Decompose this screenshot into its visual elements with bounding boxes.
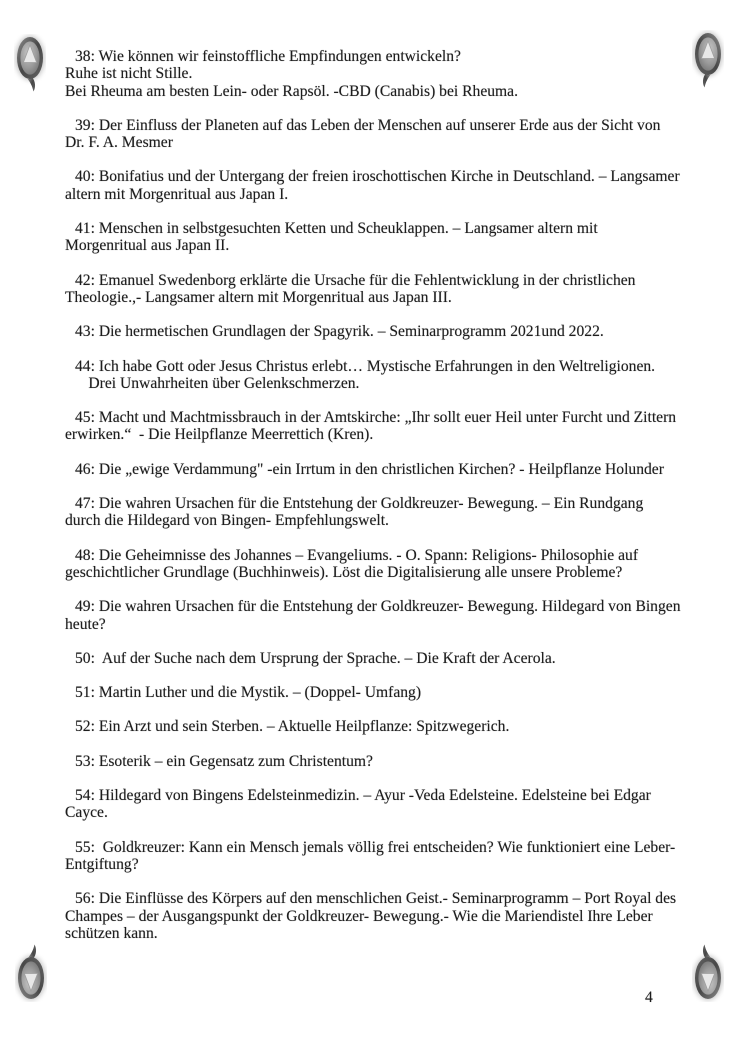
list-item	[65, 48, 725, 100]
text-line: Theologie.,- Langsamer altern mit Morgenritual aus Japan III.	[65, 288, 452, 306]
list-item	[65, 323, 725, 340]
list-item	[65, 547, 725, 582]
list-item	[65, 787, 725, 822]
text-line: Morgenritual aus Japan II.	[65, 237, 230, 255]
text-line: 50: Auf der Suche nach dem Ursprung der Sprache. – Die Kraft der Acerola.	[75, 649, 556, 667]
text-line: 49: Die wahren Ursachen für die Entstehung der Goldkreuzer- Bewegung. Hildegard von Bingen	[75, 598, 681, 616]
text-line: Drei Unwahrheiten über Gelenkschmerzen.	[65, 374, 360, 392]
text-line: erwirken.“ - Die Heilpflanze Meerrettich (Kren).	[65, 426, 374, 444]
list-item	[65, 598, 725, 633]
list-item	[65, 358, 725, 393]
list-item	[65, 168, 725, 203]
text-line: 52: Ein Arzt und sein Sterben. – Aktuelle Heilpflanze: Spitzwegerich.	[75, 718, 510, 736]
list-item	[65, 495, 725, 530]
shell-ornament-top-left-icon	[14, 34, 46, 92]
list-item	[65, 117, 725, 152]
shell-ornament-bottom-left-icon	[15, 944, 47, 1002]
text-line: geschichtlicher Grundlage (Buchhinweis). Löst die Digitalisierung alle unsere Probleme?	[65, 563, 623, 581]
text-line: 56: Die Einflüsse des Körpers auf den menschlichen Geist.- Seminarprogramm – Port Royal des	[75, 890, 677, 908]
list-item	[65, 220, 725, 255]
text-line: 42: Emanuel Swedenborg erklärte die Ursache für die Fehlentwicklung in der christlichen	[75, 271, 636, 289]
text-line: 51: Martin Luther und die Mystik. – (Doppel- Umfang)	[75, 684, 422, 702]
text-line: Champes – der Ausgangspunkt der Goldkreuzer- Bewegung.- Wie die Mariendistel Ihre Leber	[65, 907, 653, 925]
text-line: 38: Wie können wir feinstoffliche Empfindungen entwickeln?	[75, 48, 461, 65]
page-number: 4	[645, 989, 653, 1006]
list-item	[65, 839, 725, 874]
text-line: 44: Ich habe Gott oder Jesus Christus erlebt… Mystische Erfahrungen in den Weltreligionen.	[75, 357, 656, 375]
text-line: heute?	[65, 615, 106, 633]
text-line: 43: Die hermetischen Grundlagen der Spagyrik. – Seminarprogramm 2021und 2022.	[75, 323, 604, 341]
list-item	[65, 753, 725, 770]
text-line: 55: Goldkreuzer: Kann ein Mensch jemals völlig frei entscheiden? Wie funktioniert eine Leber-	[75, 838, 676, 856]
text-line: 53: Esoterik – ein Gegensatz zum Christentum?	[75, 752, 373, 770]
text-line: 47: Die wahren Ursachen für die Entstehung der Goldkreuzer- Bewegung. – Ein Rundgang	[75, 495, 644, 513]
text-line: altern mit Morgenritual aus Japan I.	[65, 185, 289, 203]
list-item	[65, 272, 725, 307]
text-line: Entgiftung?	[65, 855, 139, 873]
list-item	[65, 409, 725, 444]
text-line: Bei Rheuma am besten Lein- oder Rapsöl. -CBD (Canabis) bei Rheuma.	[65, 82, 518, 100]
text-line: Ruhe ist nicht Stille.	[65, 65, 193, 83]
list-item	[65, 890, 725, 942]
text-line: 46: Die „ewige Verdammung" -ein Irrtum in den christlichen Kirchen? - Heilpflanze Holunder	[75, 460, 664, 478]
list-item	[65, 718, 725, 735]
list-item	[65, 684, 725, 701]
text-line: durch die Hildegard von Bingen- Empfehlungswelt.	[65, 512, 389, 530]
text-line: 54: Hildegard von Bingens Edelsteinmedizin. – Ayur -Veda Edelsteine. Edelsteine bei Edgar	[75, 787, 651, 805]
text-line: schützen kann.	[65, 924, 158, 942]
text-line: 39: Der Einfluss der Planeten auf das Leben der Menschen auf unserer Erde aus der Sicht von	[75, 116, 661, 134]
text-line: Cayce.	[65, 804, 108, 822]
text-line: 45: Macht und Machtmissbrauch in der Amtskirche: „Ihr sollt euer Heil unter Furcht und Zittern	[75, 409, 677, 427]
list-item	[65, 461, 725, 478]
text-line: 48: Die Geheimnisse des Johannes – Evangeliums. - O. Spann: Religions- Philosophie auf	[75, 546, 639, 564]
text-line: 41: Menschen in selbstgesuchten Ketten und Scheuklappen. – Langsamer altern mit	[75, 220, 598, 238]
document-body	[65, 48, 725, 959]
list-item	[65, 650, 725, 667]
text-line: Dr. F. A. Mesmer	[65, 134, 173, 152]
text-line: 40: Bonifatius und der Untergang der freien iroschottischen Kirche in Deutschland. – Langsamer	[75, 168, 680, 186]
